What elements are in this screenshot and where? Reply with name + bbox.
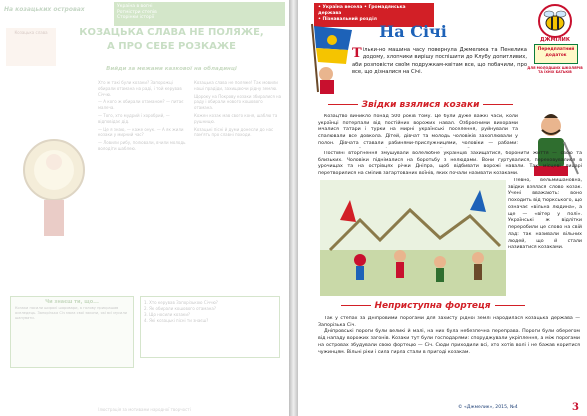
left-series-title: На козацьких островах: [4, 6, 85, 13]
origin-paragraph-2: [318, 151, 582, 175]
left-rubric-line: Україна в вогні: [117, 4, 153, 9]
promo-badge: [534, 44, 578, 64]
paragraph: Постійні вторгнення змушували волелюбне українців захищатися, боронити життя — свою та близьких. Чоловіки піднімалися на боротьбу з нелюдами. Вони гуртувалися, переховувалися в урочищах та на острівцях річки Дніпра, щоб відбивати ворожі навали. Так місцеві лицарі перетворилися на смілив загартованих воїнів, яких почали називати козаками.: [318, 151, 582, 175]
paragraph: Козацька слава не поляже! Так мовили наші прадіди, захищаючи рідну землю.: [194, 80, 278, 91]
heading-rule: [495, 305, 525, 306]
left-column-2: [194, 80, 282, 290]
heading-rule: [483, 104, 513, 105]
rubric-line: • Україна весела • Громадянська держава: [318, 5, 406, 17]
cossack-emblem-illustration: [14, 130, 94, 240]
left-header-bar: [4, 2, 285, 26]
question: 2. Як обирали кошового отамана?: [144, 306, 216, 311]
cossack-battle-illustration: [320, 180, 506, 296]
info-box-text: Козаки носили широкі шаровари, а голову прикрашав оселедець. Запорізька Січ мала свої закони, які всі мусили шанувати.: [15, 306, 128, 321]
info-box-title: Чи знаєш ти, що...: [45, 299, 99, 305]
section-heading-fortress: [298, 301, 577, 311]
left-column-1: [98, 80, 188, 290]
question: 1. Хто керував Запорізькою Січчю?: [144, 300, 218, 305]
right-page: [298, 0, 587, 416]
left-footer: Ілюстрація за мотивами народної творчості: [98, 407, 191, 412]
left-tag: Козацька слава: [6, 28, 56, 66]
logo-label: ДЖМІЛИК: [540, 37, 570, 43]
left-questions-box: [140, 296, 280, 358]
question: 3. Що носили козаки?: [144, 312, 191, 317]
paragraph: Козацтво виникло понад 500 років тому. Це були дуже важкі часи, коли українці потерпали від постійних ворожих навал. Озброєними вихорами мчалися татари і турки на мирні українські поселення, руйнували та спалювали все довкола. Дітей, дівчат та молодь чоловіків захоплювали у полон. Дівчата ставали рабинями-прислужницями, чоловіки — рабами:: [318, 114, 518, 146]
left-subtitle: Вийди за межами казкової на обладинці: [106, 66, 237, 72]
left-title-line: КОЗАЦЬКА СЛАВА НЕ ПОЛЯЖЕ,: [79, 27, 264, 38]
heading-text: Звідки взялися козаки: [361, 100, 480, 110]
origin-paragraph-3: [508, 178, 582, 298]
left-rubric-line: Сторінки історії: [117, 15, 155, 21]
left-page: [0, 0, 289, 416]
left-title-line: А ПРО СЕБЕ РОЗКАЖЕ: [107, 40, 236, 52]
paragraph: — Того, хто мудрий і хоробрий, — відповідає дід.: [98, 112, 170, 124]
paragraph: — Ловили рибу, полювали, вчили молодь володіти шаблею.: [98, 140, 186, 151]
left-page-title: [62, 26, 281, 53]
page-number: 3: [572, 402, 579, 413]
heading-text: Неприступна фортеця: [374, 301, 491, 311]
paragraph: — А кого ж обирали отаманом? — питає малеча.: [98, 99, 184, 111]
intro-text: ільки-но машина часу повернула Джмелика та Пенелика додому, хлопчики вирішу поспішити до Клубу допитливих, аби розповісти своїм подружкам-квітам все, що побачили, про все, що дізналися на Січі.: [352, 47, 527, 75]
heading-rule: [341, 305, 371, 306]
origin-paragraph-1: [318, 114, 518, 148]
paragraph: Так у степах за Дніпровими порогами для захисту рідної землі народилася козацька держава — Запорізька Січ.: [318, 316, 580, 328]
left-rubric: [114, 2, 285, 26]
page-title: На Січі: [379, 22, 447, 41]
book-gutter: [289, 0, 298, 416]
left-info-box: [10, 296, 134, 368]
paragraph: Козацькі пісні й думи донесли до нас пам'ять про славні походи.: [194, 126, 274, 138]
promo-caption: ДЛЯ МОЛОДШИХ ШКОЛЯРІВ ТА ЇХНІХ БАТЬКІВ: [527, 66, 583, 75]
bee-logo-icon: [536, 3, 574, 43]
rubric-line: • Пізнавальний розділ: [318, 17, 377, 23]
intro-paragraph: [352, 47, 527, 76]
promo-line: додаток: [545, 52, 567, 58]
paragraph: Дніпровські пороги були великі й малі, на них була небезпечна переправа. Пороги були оберегом від нападу ворожих загонів. Козаки тут були господарями: споруджували укріплення, а між порогами на островах збудували свою фортецю — Січ. Сюди приходили всі, хто хотів волі і не бажав коритися чужинцям. Вільні ріки і сила гирла стали в пригоді козакам.: [318, 329, 580, 355]
fortress-paragraphs: [318, 316, 580, 360]
paragraph: Щороку на Покрову козаки збиралися на раду і обирали нового кошового отамана.: [194, 93, 282, 111]
drop-cap: Т: [352, 46, 362, 61]
promo-line: Передплатний: [537, 47, 575, 52]
question: 4. Які козацькі пісні ти знаєш?: [144, 318, 209, 323]
paragraph: Хто ж такі були козаки? Запорожці обирали отамана на раді, і той керував Січчю.: [98, 80, 182, 97]
heading-rule: [328, 104, 358, 105]
paragraph: Певно, вельмишановна, звідки взялася слово козак. Учені вважають: воно походить від тюркського, що означає «вільна людина», а ще — «вітер у полі». Українські ж відлітки переробили це слово на свій лад: так називали вільних людей, що й стали називатися козаками.: [508, 178, 582, 251]
paragraph: — Це я знаю, — каже онук. — А як жили козаки у мирний час?: [98, 126, 184, 138]
page-footer: © «Джмелик», 2015, №4: [458, 405, 518, 410]
left-rubric-line: Ротмістри степів: [117, 9, 157, 15]
paragraph: Кожен козак мав свого коня, шаблю та рушницю.: [194, 112, 278, 124]
